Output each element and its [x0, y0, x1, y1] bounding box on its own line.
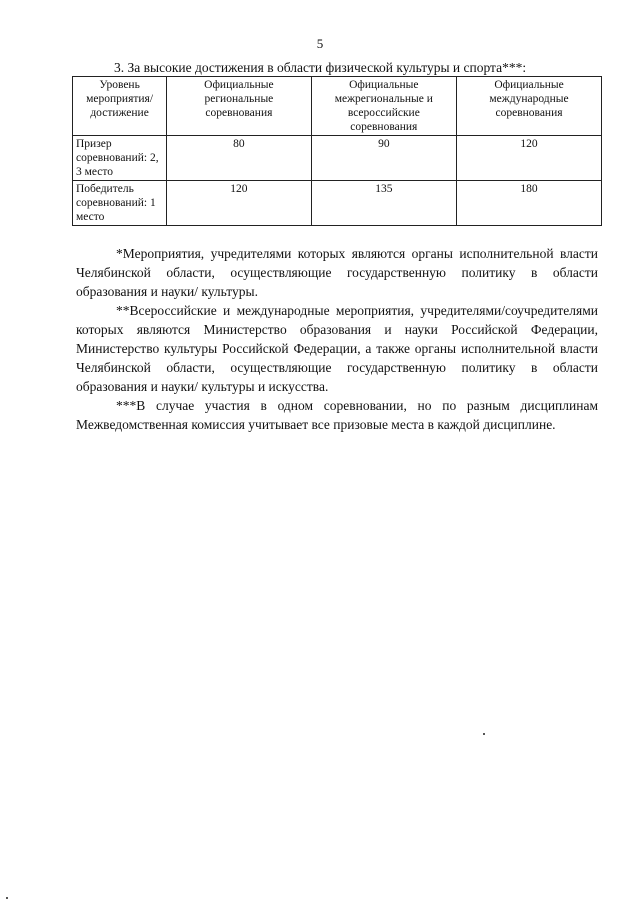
row-label-prize-winner: Призер соревнований: 2, 3 место: [73, 136, 167, 181]
cell-value: 180: [457, 181, 602, 226]
cell-value: 80: [167, 136, 311, 181]
table-row: [73, 136, 602, 181]
section-heading: 3. За высокие достижения в области физической культуры и спорта***:: [114, 60, 527, 75]
table-row: [73, 181, 602, 226]
footnote-regional: *Мероприятия, учредителями которых являются органы исполнительной власти Челябинской области, осуществляющие государственную политику в области образования и науки/ культуры.: [76, 246, 598, 299]
footnotes: [76, 244, 598, 434]
footnote-multiple-disciplines: ***В случае участия в одном соревновании, но по разным дисциплинам Межведомственная комиссия учитывает все призовые места в каждой дисциплине.: [76, 398, 598, 432]
header-cell-regional: Официальные региональные соревнования: [167, 77, 311, 136]
scan-speck: [6, 897, 8, 899]
points-table: [72, 76, 602, 226]
cell-value: 120: [167, 181, 311, 226]
footnote-all-russian: **Всероссийские и международные мероприятия, учредителями/соучредителями которых являются Министерство образования и науки Российской Федерации, Министерство культуры Российской Федерации, а также органы исполнительной власти Челябинской области, осуществляющие государственную политику в области образования и науки/ культуры и искусства.: [76, 303, 598, 394]
cell-value: 120: [457, 136, 602, 181]
scan-speck: [483, 733, 485, 735]
page-number: 5: [316, 36, 324, 51]
cell-value: 135: [311, 181, 456, 226]
row-label-winner: Победитель соревнований: 1 место: [73, 181, 167, 226]
table-header-row: [73, 77, 602, 136]
cell-value: 90: [311, 136, 456, 181]
header-cell-level: Уровень мероприятия/ достижение: [73, 77, 167, 136]
header-cell-interregional: Официальные межрегиональные и всероссийские соревнования: [311, 77, 456, 136]
header-cell-international: Официальные международные соревнования: [457, 77, 602, 136]
